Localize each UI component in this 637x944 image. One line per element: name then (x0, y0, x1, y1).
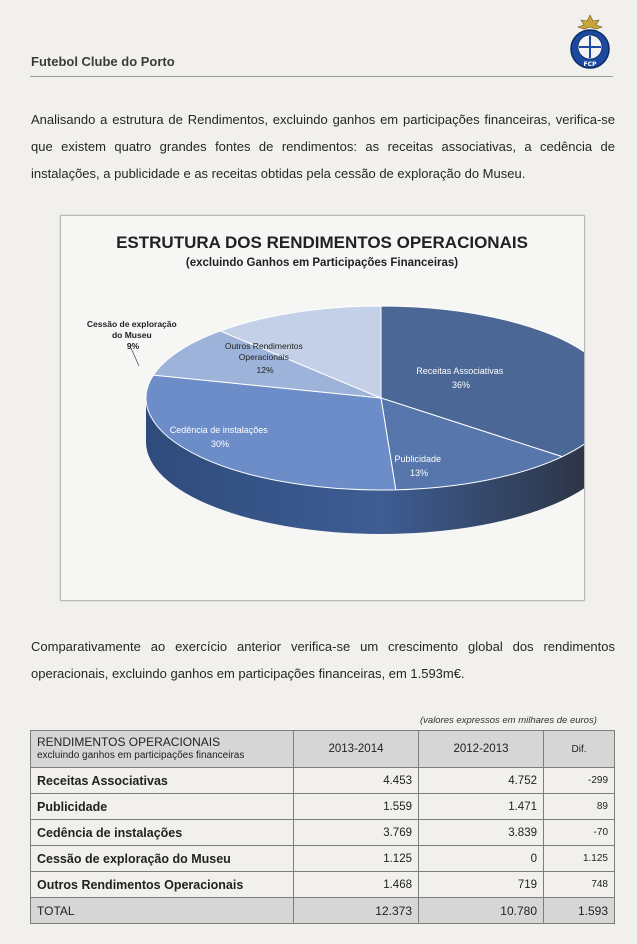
row-value-2014: 4.453 (294, 768, 419, 794)
pie-chart-container (60, 215, 585, 601)
slice-label-cedencia-pct: 30% (210, 439, 230, 449)
slice-label-outros-line1: Outros Rendimentos (224, 341, 303, 351)
slice-label-museu-pct: 9% (126, 341, 140, 351)
table-row (31, 820, 615, 846)
slice-label-outros-line2: Operacionais (238, 352, 289, 362)
row-value-2014: 1.559 (294, 794, 419, 820)
table-row (31, 768, 615, 794)
table-row (31, 794, 615, 820)
row-value-2014: 3.769 (294, 820, 419, 846)
row-value-2014: 1.125 (294, 846, 419, 872)
total-label: TOTAL (31, 898, 294, 924)
intro-paragraph: Analisando a estrutura de Rendimentos, excluindo ganhos em participações financeiras, verifica-se que existem quatro grandes fontes de rendimentos: as receitas associativas, a cedência de instalações, a publicidade e as receitas obtidas pela cessão de exploração do Museu. (31, 112, 615, 181)
svg-text:Cessão de exploração do (87, 319, 179, 351)
slice-label-receitas-name: Receitas Associativas (416, 366, 504, 376)
table-total-row (31, 898, 615, 924)
row-value-dif: -70 (544, 820, 615, 846)
table-header-main: RENDIMENTOS OPERACIONAIS (37, 735, 221, 749)
table-row (31, 846, 615, 872)
row-value-dif: 1.125 (544, 846, 615, 872)
row-value-dif: 748 (544, 872, 615, 898)
slice-label-receitas-pct: 36% (451, 380, 471, 390)
pie-chart (61, 216, 584, 600)
row-value-2013: 3.839 (419, 820, 544, 846)
row-label: Cedência de instalações (31, 820, 294, 846)
row-value-2013: 719 (419, 872, 544, 898)
comparison-paragraph: Comparativamente ao exercício anterior verifica-se um crescimento global dos rendimentos operacionais, excluindo ganhos em participações financeiras, em 1.593m€. (31, 639, 615, 681)
row-label: Receitas Associativas (31, 768, 294, 794)
chart-subtitle: (excluindo Ganhos em Participações Financeiras) (185, 257, 459, 269)
crest-letters: FCP (583, 61, 597, 68)
row-label: Publicidade (31, 794, 294, 820)
document-header-title: Futebol Clube do Porto (31, 54, 175, 69)
col-header-dif: Dif. (544, 731, 615, 768)
slice-label-outros-pct: 12% (256, 365, 274, 375)
row-value-2014: 1.468 (294, 872, 419, 898)
total-value-2013: 10.780 (419, 898, 544, 924)
slice-label-museu-line1: Cessão de exploração (86, 319, 177, 329)
row-value-dif: -299 (544, 768, 615, 794)
table-row (31, 872, 615, 898)
row-value-2013: 4.752 (419, 768, 544, 794)
col-header-2012-2013: 2012-2013 (419, 731, 544, 768)
total-value-dif: 1.593 (544, 898, 615, 924)
slice-label-publicidade-pct: 13% (409, 468, 429, 478)
col-header-2013-2014: 2013-2014 (294, 731, 419, 768)
chart-title: ESTRUTURA DOS RENDIMENTOS OPERACIONAIS (116, 233, 528, 252)
row-value-2013: 1.471 (419, 794, 544, 820)
rendimentos-table (30, 730, 615, 924)
row-label: Outros Rendimentos Operacionais (31, 872, 294, 898)
slice-label-museu-line2: do Museu (111, 330, 152, 340)
table-header-row (31, 731, 615, 768)
fc-porto-crest-icon (566, 11, 614, 71)
total-value-2014: 12.373 (294, 898, 419, 924)
table-header-sub: excluindo ganhos em participações financeiras (37, 750, 245, 761)
table-header-title (31, 731, 294, 768)
slice-label-cedencia-name: Cedência de instalações (169, 425, 268, 435)
slice-label-publicidade-name: Publicidade (394, 454, 442, 464)
row-value-dif: 89 (544, 794, 615, 820)
table-units-note: (valores expressos em milhares de euros) (420, 715, 597, 726)
row-value-2013: 0 (419, 846, 544, 872)
header-divider (30, 76, 613, 77)
row-label: Cessão de exploração do Museu (31, 846, 294, 872)
